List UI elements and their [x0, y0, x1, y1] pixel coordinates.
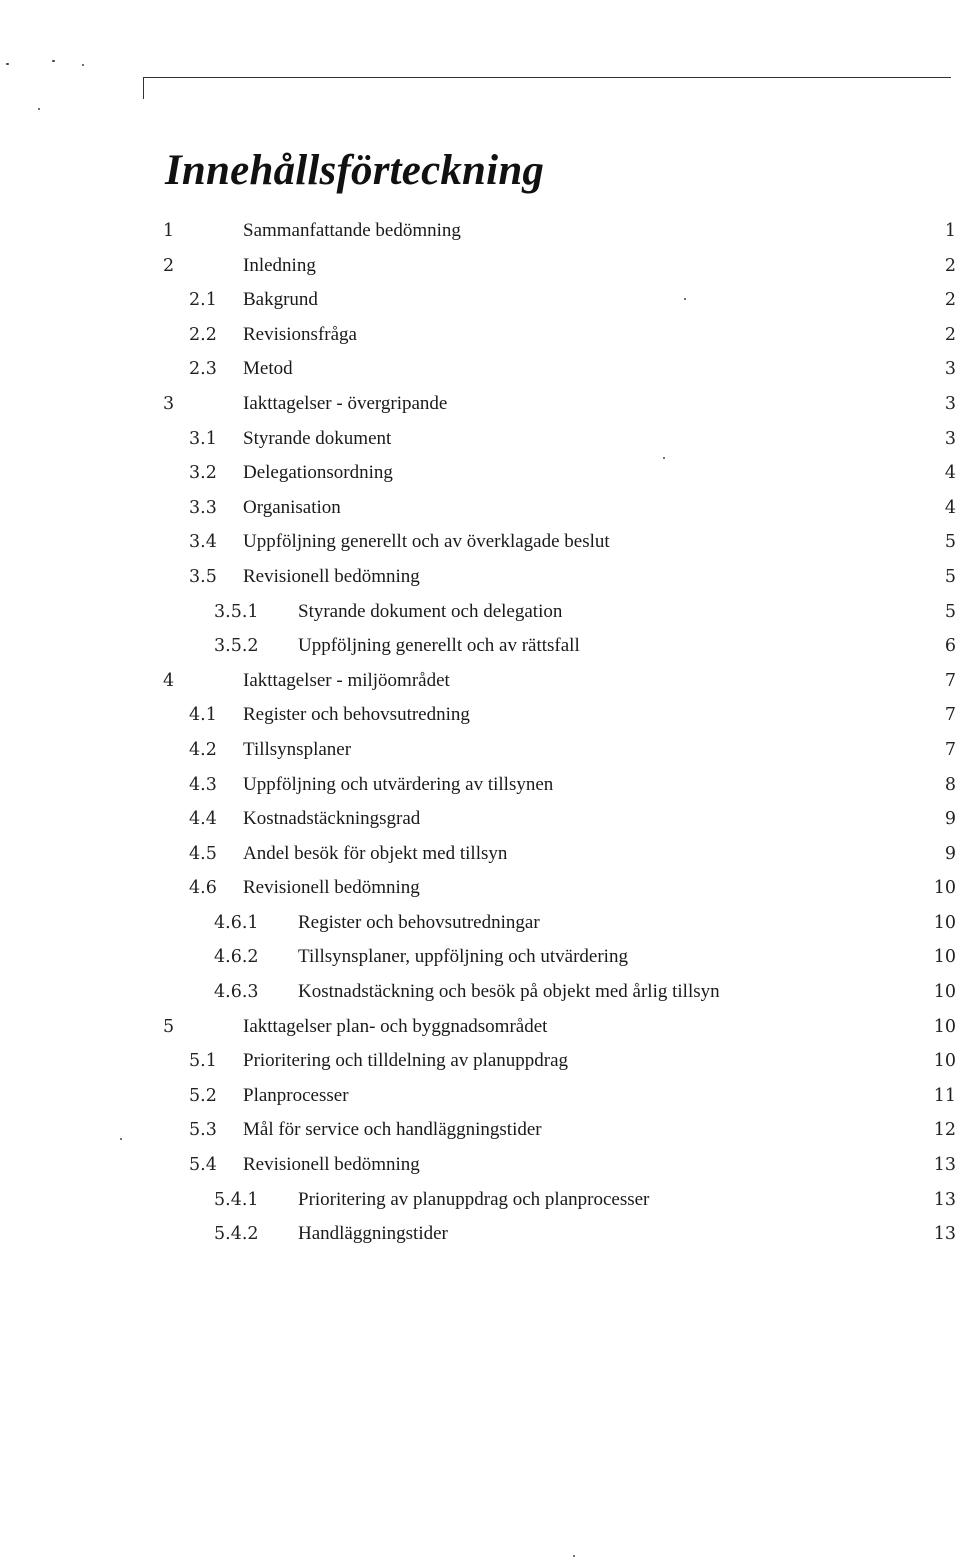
toc-entry[interactable] [0, 768, 960, 803]
toc-entry[interactable] [0, 1183, 960, 1218]
toc-entry-page-number: 2 [944, 324, 956, 345]
toc-entry[interactable] [0, 940, 960, 975]
toc-entry[interactable] [0, 871, 960, 906]
toc-entry[interactable] [0, 1113, 960, 1148]
toc-entry-label: Kostnadstäckningsgrad [243, 808, 421, 830]
toc-entry[interactable] [0, 837, 960, 872]
toc-entry-label: Iakttagelser - miljöområdet [243, 669, 450, 691]
toc-entry-label: Bakgrund [243, 289, 318, 311]
toc-entry[interactable] [0, 1044, 960, 1079]
toc-entry[interactable] [0, 318, 960, 353]
toc-entry-label: Kostnadstäckning och besök på objekt med årlig tillsyn [298, 981, 720, 1003]
toc-entry-number: 4.1 [189, 705, 217, 726]
toc-entry-page-number: 2 [944, 290, 956, 311]
toc-entry-page-number: 7 [944, 670, 956, 691]
table-of-contents [0, 214, 960, 1252]
toc-entry[interactable] [0, 595, 960, 630]
toc-entry-label: Styrande dokument och delegation [298, 600, 563, 622]
toc-entry-page-number: 4 [944, 497, 956, 518]
toc-entry-page-number: 3 [944, 428, 956, 449]
toc-entry-number: 5.1 [189, 1051, 217, 1072]
toc-entry-label: Revisionsfråga [243, 323, 357, 345]
toc-entry-page-number: 10 [933, 878, 956, 899]
header-rule-corner [143, 77, 144, 99]
toc-entry-label: Organisation [243, 496, 341, 518]
toc-entry[interactable] [0, 422, 960, 457]
toc-entry-label: Register och behovsutredningar [298, 911, 540, 933]
toc-entry-page-number: 10 [933, 982, 956, 1003]
toc-entry-page-number: 2 [944, 255, 956, 276]
toc-entry-label: Prioritering och tilldelning av planuppdrag [243, 1050, 569, 1072]
toc-entry-label: Planprocesser [243, 1084, 349, 1106]
toc-entry[interactable] [0, 352, 960, 387]
toc-entry-page-number: 5 [944, 532, 956, 553]
toc-entry-label: Metod [243, 358, 293, 380]
toc-entry-number: 4.6 [189, 878, 217, 899]
toc-entry-page-number: 9 [944, 809, 956, 830]
toc-entry-number: 5.3 [189, 1120, 217, 1141]
toc-entry-number: 3.5.1 [214, 601, 259, 622]
toc-entry[interactable] [0, 283, 960, 318]
toc-entry-number: 4 [163, 670, 175, 691]
toc-entry-page-number: 5 [944, 601, 956, 622]
toc-entry-label: Prioritering av planuppdrag och planprocesser [298, 1188, 650, 1210]
toc-entry-label: Tillsynsplaner, uppföljning och utvärdering [298, 946, 628, 968]
toc-entry-page-number: 10 [933, 1051, 956, 1072]
toc-entry[interactable] [0, 1010, 960, 1045]
toc-entry-page-number: 13 [933, 1189, 956, 1210]
toc-entry-page-number: 10 [933, 1016, 956, 1037]
toc-entry-number: 4.2 [189, 739, 217, 760]
toc-entry-page-number: 7 [944, 705, 956, 726]
toc-entry-number: 5 [163, 1016, 175, 1037]
toc-entry[interactable] [0, 664, 960, 699]
toc-entry-number: 2 [163, 255, 175, 276]
toc-entry-number: 4.6.1 [214, 912, 259, 933]
toc-entry-number: 3.5 [189, 566, 217, 587]
toc-entry-page-number: 3 [944, 393, 956, 414]
toc-entry-label: Uppföljning generellt och av rättsfall [298, 635, 580, 657]
toc-entry-label: Mål för service och handläggningstider [243, 1119, 542, 1141]
toc-entry[interactable] [0, 525, 960, 560]
toc-entry-page-number: 11 [933, 1085, 956, 1106]
toc-entry-number: 4.4 [189, 809, 217, 830]
toc-entry[interactable] [0, 249, 960, 284]
toc-entry-page-number: 13 [933, 1155, 956, 1176]
toc-entry-number: 3.3 [189, 497, 217, 518]
toc-entry-label: Andel besök för objekt med tillsyn [243, 842, 508, 864]
page-title: Innehållsförteckning [165, 147, 545, 194]
toc-entry-number: 3.1 [189, 428, 217, 449]
toc-entry-number: 4.5 [189, 843, 217, 864]
toc-entry-label: Uppföljning generellt och av överklagade beslut [243, 531, 610, 553]
toc-entry-page-number: 10 [933, 912, 956, 933]
toc-entry-label: Register och behovsutredning [243, 704, 470, 726]
toc-entry-number: 1 [163, 221, 175, 241]
toc-entry-label: Revisionell bedömning [243, 565, 420, 587]
toc-entry-label: Revisionell bedömning [243, 1154, 420, 1176]
toc-entry-page-number: 6 [944, 636, 956, 657]
toc-entry-label: Tillsynsplaner [243, 738, 352, 760]
toc-entry-number: 5.4.1 [214, 1189, 259, 1210]
toc-entry[interactable] [0, 975, 960, 1010]
toc-entry[interactable] [0, 906, 960, 941]
toc-entry-page-number: 3 [944, 359, 956, 380]
toc-entry-number: 5.4 [189, 1155, 217, 1176]
toc-entry[interactable] [0, 629, 960, 664]
toc-entry[interactable] [0, 698, 960, 733]
toc-entry-page-number: 5 [944, 566, 956, 587]
toc-entry-number: 5.2 [189, 1085, 217, 1106]
toc-entry[interactable] [0, 1148, 960, 1183]
toc-entry-number: 2.3 [189, 359, 217, 380]
toc-entry-number: 3.5.2 [214, 636, 259, 657]
toc-entry[interactable] [0, 1079, 960, 1114]
toc-entry[interactable] [0, 1217, 960, 1252]
toc-entry-number: 4.3 [189, 774, 217, 795]
toc-entry-label: Inledning [243, 254, 316, 276]
toc-entry-number: 3.4 [189, 532, 217, 553]
header-rule [143, 77, 951, 78]
toc-entry-label: Handläggningstider [298, 1223, 448, 1245]
toc-entry-label: Styrande dokument [243, 427, 392, 449]
toc-entry-page-number: 1 [944, 221, 956, 241]
toc-entry-label: Iakttagelser - övergripande [243, 392, 448, 414]
toc-entry-number: 3.2 [189, 463, 217, 484]
toc-entry-label: Iakttagelser plan- och byggnadsområdet [243, 1015, 548, 1037]
toc-entry[interactable] [0, 214, 960, 249]
toc-entry[interactable] [0, 802, 960, 837]
toc-entry-label: Revisionell bedömning [243, 877, 420, 899]
toc-entry-page-number: 12 [933, 1120, 956, 1141]
toc-entry-label: Uppföljning och utvärdering av tillsynen [243, 773, 554, 795]
toc-entry-number: 4.6.2 [214, 947, 259, 968]
toc-entry-number: 3 [163, 393, 175, 414]
toc-entry-page-number: 9 [944, 843, 956, 864]
toc-entry-label: Sammanfattande bedömning [243, 220, 461, 241]
toc-entry[interactable] [0, 456, 960, 491]
toc-entry[interactable] [0, 491, 960, 526]
toc-entry-page-number: 8 [944, 774, 956, 795]
toc-entry-number: 2.2 [189, 324, 217, 345]
toc-entry-number: 4.6.3 [214, 982, 259, 1003]
toc-entry-number: 2.1 [189, 290, 217, 311]
toc-entry-page-number: 7 [944, 739, 956, 760]
toc-entry-page-number: 4 [944, 463, 956, 484]
toc-entry-number: 5.4.2 [214, 1224, 259, 1245]
toc-entry[interactable] [0, 560, 960, 595]
toc-entry[interactable] [0, 733, 960, 768]
toc-entry[interactable] [0, 387, 960, 422]
toc-entry-page-number: 10 [933, 947, 956, 968]
toc-entry-label: Delegationsordning [243, 462, 393, 484]
toc-entry-page-number: 13 [933, 1224, 956, 1245]
